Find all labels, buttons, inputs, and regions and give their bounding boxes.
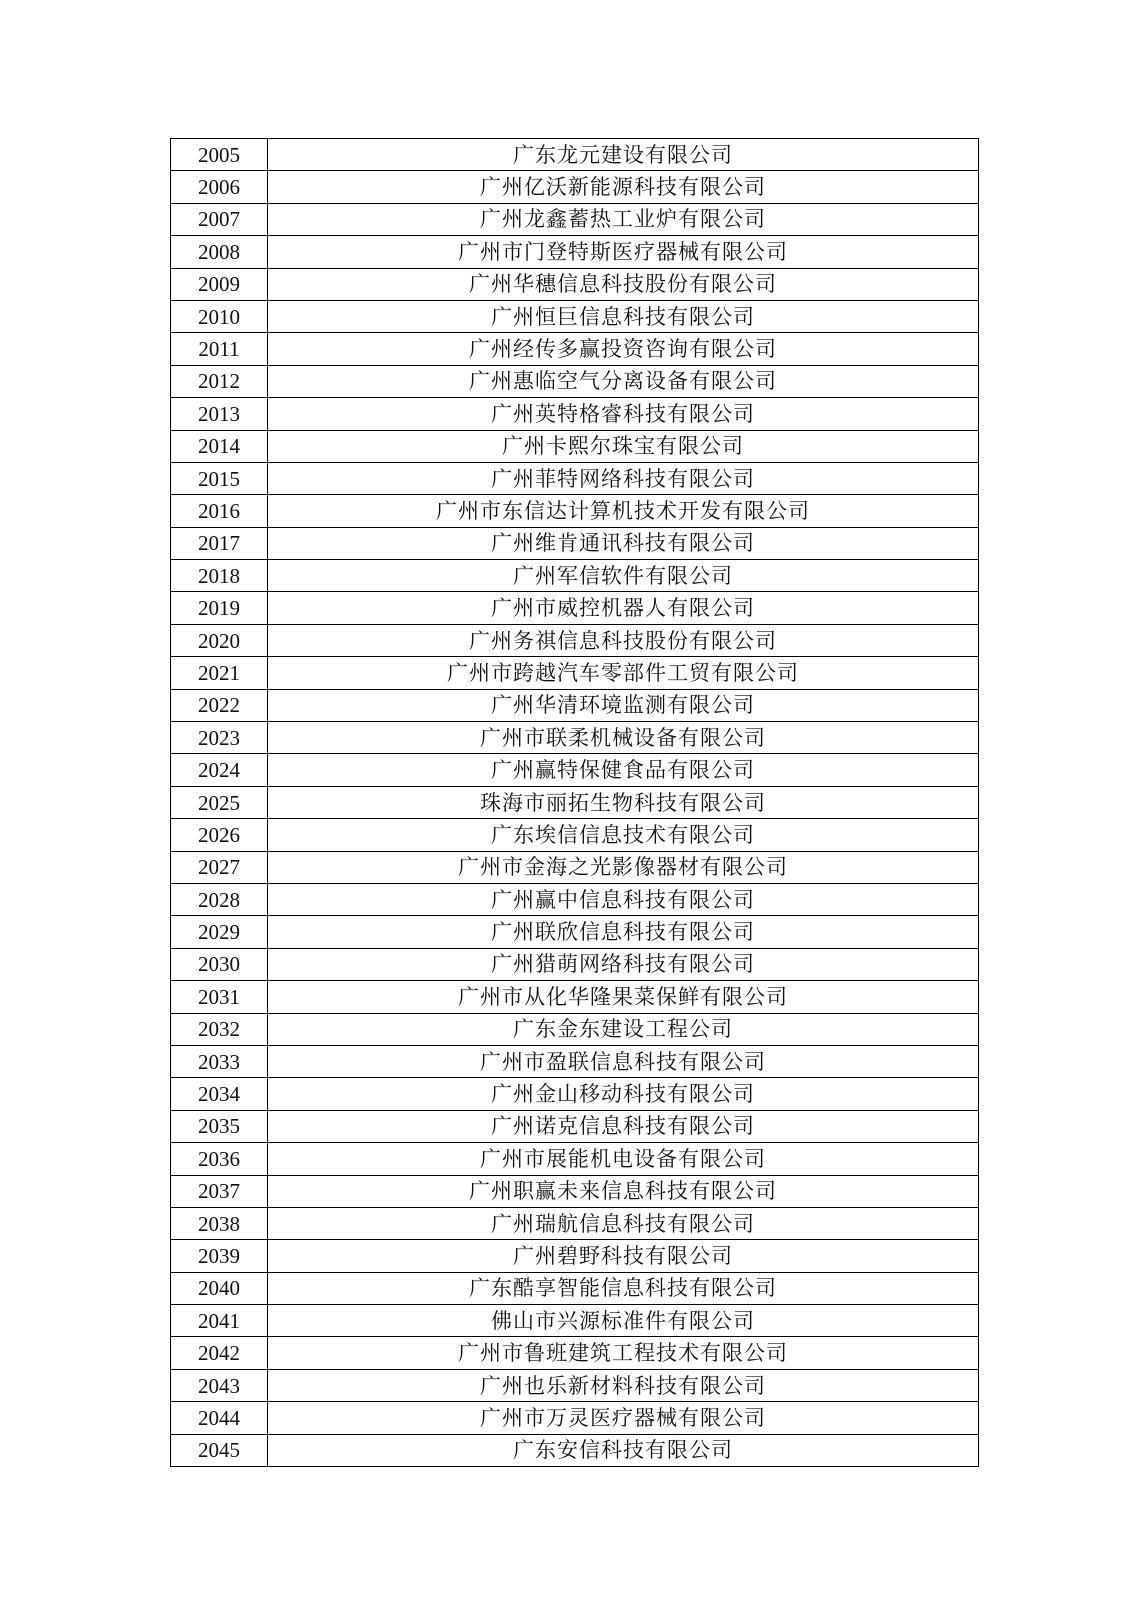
row-number-cell: 2023 xyxy=(171,722,268,754)
company-name-cell: 广州市金海之光影像器材有限公司 xyxy=(268,851,979,883)
row-number-cell: 2014 xyxy=(171,430,268,462)
row-number-cell: 2018 xyxy=(171,560,268,592)
company-name-cell: 广州金山移动科技有限公司 xyxy=(268,1078,979,1110)
row-number-cell: 2039 xyxy=(171,1240,268,1272)
row-number-cell: 2013 xyxy=(171,398,268,430)
company-name-cell: 广州华清环境监测有限公司 xyxy=(268,689,979,721)
table-row xyxy=(171,689,979,721)
row-number-cell: 2037 xyxy=(171,1175,268,1207)
company-name-cell: 广东龙元建设有限公司 xyxy=(268,139,979,171)
row-number-cell: 2044 xyxy=(171,1402,268,1434)
company-name-cell: 广州军信软件有限公司 xyxy=(268,560,979,592)
table-row xyxy=(171,981,979,1013)
company-name-cell: 广州菲特网络科技有限公司 xyxy=(268,462,979,494)
row-number-cell: 2012 xyxy=(171,365,268,397)
table-row xyxy=(171,1143,979,1175)
company-name-cell: 广州市盈联信息科技有限公司 xyxy=(268,1045,979,1077)
row-number-cell: 2006 xyxy=(171,171,268,203)
row-number-cell: 2005 xyxy=(171,139,268,171)
row-number-cell: 2027 xyxy=(171,851,268,883)
table-row xyxy=(171,1240,979,1272)
company-name-cell: 广州市东信达计算机技术开发有限公司 xyxy=(268,495,979,527)
table-row xyxy=(171,365,979,397)
row-number-cell: 2008 xyxy=(171,236,268,268)
company-name-cell: 广州诺克信息科技有限公司 xyxy=(268,1110,979,1142)
company-name-cell: 广州经传多赢投资咨询有限公司 xyxy=(268,333,979,365)
row-number-cell: 2020 xyxy=(171,624,268,656)
company-name-cell: 广州职赢未来信息科技有限公司 xyxy=(268,1175,979,1207)
row-number-cell: 2034 xyxy=(171,1078,268,1110)
row-number-cell: 2033 xyxy=(171,1045,268,1077)
row-number-cell: 2016 xyxy=(171,495,268,527)
company-name-cell: 广州市门登特斯医疗器械有限公司 xyxy=(268,236,979,268)
table-row xyxy=(171,624,979,656)
table-row xyxy=(171,657,979,689)
company-name-cell: 广州碧野科技有限公司 xyxy=(268,1240,979,1272)
table-row xyxy=(171,1207,979,1239)
table-row xyxy=(171,722,979,754)
table-row xyxy=(171,819,979,851)
row-number-cell: 2022 xyxy=(171,689,268,721)
row-number-cell: 2042 xyxy=(171,1337,268,1369)
company-name-cell: 广州华穗信息科技股份有限公司 xyxy=(268,268,979,300)
company-name-cell: 广州市鲁班建筑工程技术有限公司 xyxy=(268,1337,979,1369)
row-number-cell: 2040 xyxy=(171,1272,268,1304)
table-row xyxy=(171,754,979,786)
company-name-cell: 广东安信科技有限公司 xyxy=(268,1434,979,1466)
table-row xyxy=(171,203,979,235)
row-number-cell: 2025 xyxy=(171,786,268,818)
row-number-cell: 2011 xyxy=(171,333,268,365)
company-name-cell: 广东埃信信息技术有限公司 xyxy=(268,819,979,851)
company-name-cell: 佛山市兴源标准件有限公司 xyxy=(268,1305,979,1337)
company-name-cell: 广州市威控机器人有限公司 xyxy=(268,592,979,624)
table-row xyxy=(171,1305,979,1337)
row-number-cell: 2032 xyxy=(171,1013,268,1045)
company-name-cell: 珠海市丽拓生物科技有限公司 xyxy=(268,786,979,818)
row-number-cell: 2026 xyxy=(171,819,268,851)
table-row xyxy=(171,300,979,332)
company-name-cell: 广州市跨越汽车零部件工贸有限公司 xyxy=(268,657,979,689)
company-name-cell: 广州英特格睿科技有限公司 xyxy=(268,398,979,430)
row-number-cell: 2017 xyxy=(171,527,268,559)
row-number-cell: 2036 xyxy=(171,1143,268,1175)
row-number-cell: 2010 xyxy=(171,300,268,332)
table-row xyxy=(171,527,979,559)
company-name-cell: 广州也乐新材料科技有限公司 xyxy=(268,1369,979,1401)
table-row xyxy=(171,883,979,915)
company-name-cell: 广州联欣信息科技有限公司 xyxy=(268,916,979,948)
row-number-cell: 2024 xyxy=(171,754,268,786)
table-row xyxy=(171,236,979,268)
row-number-cell: 2031 xyxy=(171,981,268,1013)
table-row xyxy=(171,786,979,818)
row-number-cell: 2015 xyxy=(171,462,268,494)
company-name-cell: 广州亿沃新能源科技有限公司 xyxy=(268,171,979,203)
row-number-cell: 2029 xyxy=(171,916,268,948)
table-row xyxy=(171,1175,979,1207)
company-name-cell: 广州龙鑫蓄热工业炉有限公司 xyxy=(268,203,979,235)
company-name-cell: 广州赢特保健食品有限公司 xyxy=(268,754,979,786)
table-row xyxy=(171,1369,979,1401)
row-number-cell: 2043 xyxy=(171,1369,268,1401)
company-name-cell: 广州市展能机电设备有限公司 xyxy=(268,1143,979,1175)
row-number-cell: 2021 xyxy=(171,657,268,689)
table-row xyxy=(171,916,979,948)
table-row xyxy=(171,462,979,494)
table-row xyxy=(171,268,979,300)
table-row xyxy=(171,333,979,365)
table-row xyxy=(171,851,979,883)
table-row xyxy=(171,948,979,980)
row-number-cell: 2028 xyxy=(171,883,268,915)
row-number-cell: 2019 xyxy=(171,592,268,624)
table-row xyxy=(171,495,979,527)
company-name-cell: 广州市从化华隆果菜保鲜有限公司 xyxy=(268,981,979,1013)
company-name-cell: 广州务祺信息科技股份有限公司 xyxy=(268,624,979,656)
company-name-cell: 广州市万灵医疗器械有限公司 xyxy=(268,1402,979,1434)
table-row xyxy=(171,430,979,462)
table-row xyxy=(171,139,979,171)
table-row xyxy=(171,398,979,430)
company-name-cell: 广东酷享智能信息科技有限公司 xyxy=(268,1272,979,1304)
row-number-cell: 2007 xyxy=(171,203,268,235)
table-row xyxy=(171,1045,979,1077)
table-row xyxy=(171,171,979,203)
company-name-cell: 广州瑞航信息科技有限公司 xyxy=(268,1207,979,1239)
table-row xyxy=(171,592,979,624)
row-number-cell: 2030 xyxy=(171,948,268,980)
row-number-cell: 2045 xyxy=(171,1434,268,1466)
table-row xyxy=(171,1272,979,1304)
company-name-cell: 广州赢中信息科技有限公司 xyxy=(268,883,979,915)
company-name-cell: 广州市联柔机械设备有限公司 xyxy=(268,722,979,754)
company-name-cell: 广州恒巨信息科技有限公司 xyxy=(268,300,979,332)
company-name-cell: 广州猎萌网络科技有限公司 xyxy=(268,948,979,980)
table-row xyxy=(171,1337,979,1369)
row-number-cell: 2038 xyxy=(171,1207,268,1239)
table-row xyxy=(171,1402,979,1434)
table-row xyxy=(171,1110,979,1142)
company-name-cell: 广州维肯通讯科技有限公司 xyxy=(268,527,979,559)
table-body xyxy=(171,139,979,1467)
company-name-cell: 广州惠临空气分离设备有限公司 xyxy=(268,365,979,397)
row-number-cell: 2035 xyxy=(171,1110,268,1142)
row-number-cell: 2041 xyxy=(171,1305,268,1337)
company-name-cell: 广东金东建设工程公司 xyxy=(268,1013,979,1045)
table-row xyxy=(171,560,979,592)
table-row xyxy=(171,1078,979,1110)
table-row xyxy=(171,1434,979,1466)
company-list-table xyxy=(170,138,979,1467)
row-number-cell: 2009 xyxy=(171,268,268,300)
company-name-cell: 广州卡熙尔珠宝有限公司 xyxy=(268,430,979,462)
table-row xyxy=(171,1013,979,1045)
